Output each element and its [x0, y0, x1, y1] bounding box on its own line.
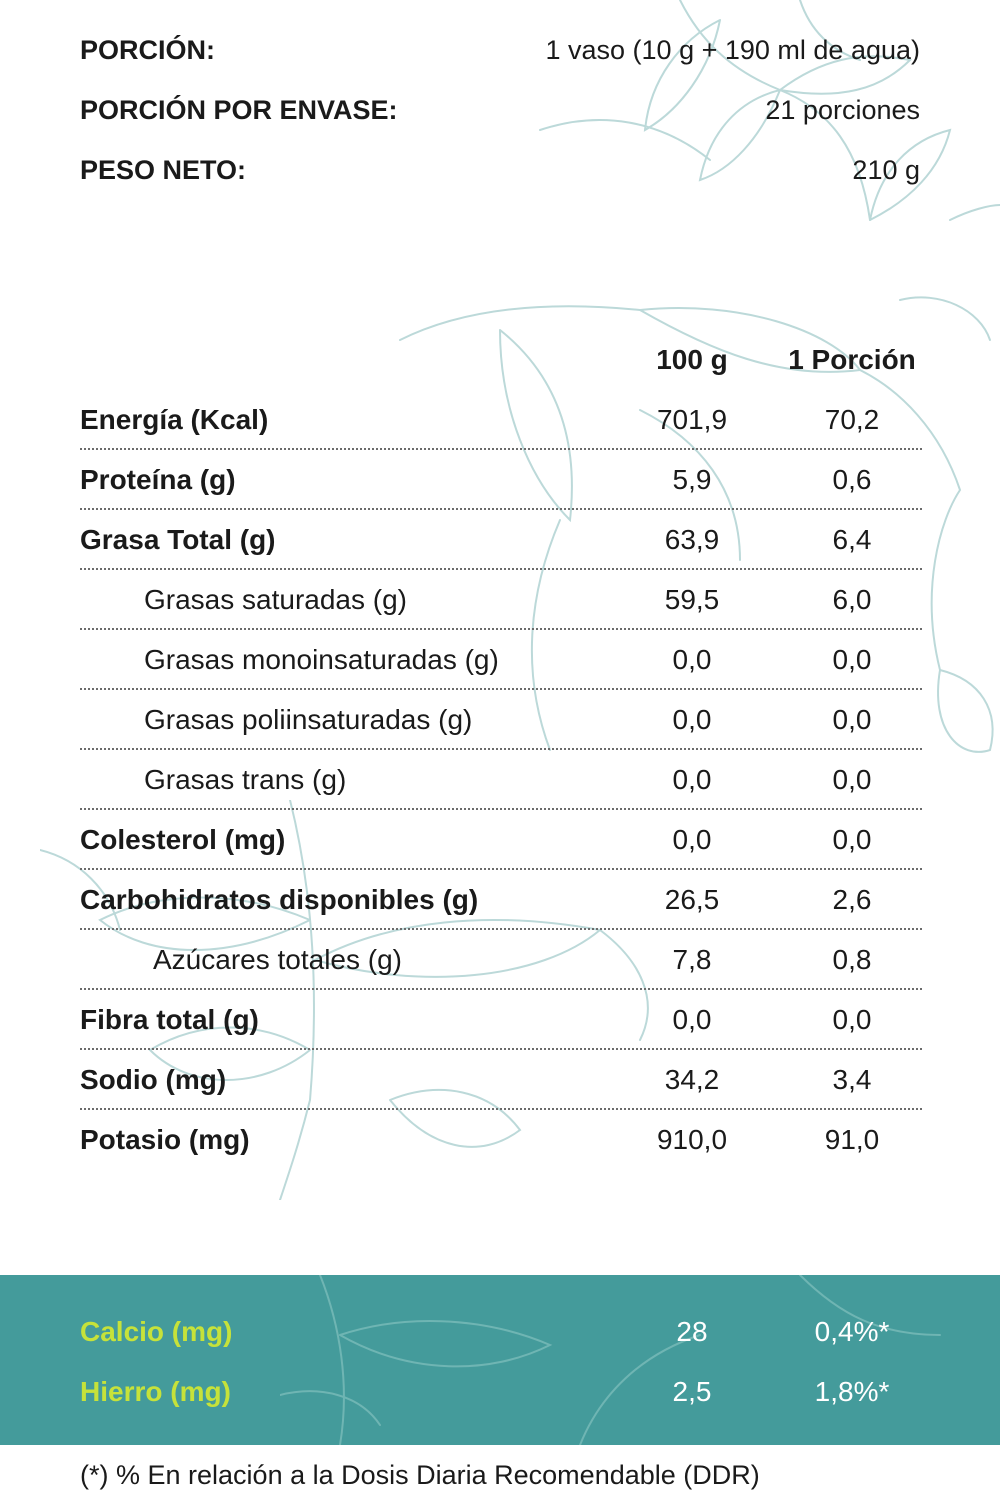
- nutrient-name: Potasio (mg): [80, 1124, 250, 1155]
- value-portion: 0,0: [832, 764, 872, 795]
- nutrient-name: Energía (Kcal): [80, 404, 269, 435]
- mineral-name: Hierro (mg): [80, 1376, 231, 1407]
- table-row: [80, 810, 922, 870]
- footnote: (*) % En relación a la Dosis Diaria Recomendable (DDR): [80, 1460, 760, 1490]
- value-100g: 910,0: [656, 1124, 728, 1155]
- mineral-percent: 1,8%*: [814, 1376, 890, 1407]
- mineral-name: Calcio (mg): [80, 1316, 233, 1347]
- value-portion: 70,2: [824, 404, 880, 435]
- value-100g: 701,9: [656, 404, 728, 435]
- table-row: [80, 450, 922, 510]
- column-header-100g: 100 g: [656, 344, 728, 375]
- nutrient-name: Grasas monoinsaturadas (g): [144, 644, 499, 675]
- nutrient-name: Fibra total (g): [80, 1004, 259, 1035]
- value-portion: 2,6: [832, 884, 872, 915]
- minerals-band: [0, 1275, 1000, 1445]
- value-portion: 3,4: [832, 1064, 872, 1095]
- serving-value: 1 vaso (10 g + 190 ml de agua): [545, 34, 920, 65]
- table-row: [80, 510, 922, 570]
- value-100g: 59,5: [664, 584, 720, 615]
- value-100g: 0,0: [672, 764, 712, 795]
- mineral-row: [80, 1302, 922, 1362]
- value-portion: 0,0: [832, 824, 872, 855]
- value-portion: 0,8: [832, 944, 872, 975]
- value-100g: 63,9: [664, 524, 720, 555]
- nutrient-name: Azúcares totales (g): [153, 944, 402, 975]
- table-row: [80, 390, 922, 450]
- value-100g: 34,2: [664, 1064, 720, 1095]
- value-100g: 7,8: [672, 944, 712, 975]
- table-row: [80, 750, 922, 810]
- table-row: [80, 870, 922, 930]
- mineral-percent: 0,4%*: [814, 1316, 890, 1347]
- value-100g: 0,0: [672, 644, 712, 675]
- table-row: [80, 570, 922, 630]
- servings-per-container-value: 21 porciones: [765, 94, 920, 125]
- value-100g: 0,0: [672, 824, 712, 855]
- mineral-row: [80, 1362, 922, 1422]
- value-portion: 6,4: [832, 524, 872, 555]
- table-row: [80, 1050, 922, 1110]
- value-portion: 6,0: [832, 584, 872, 615]
- column-header-portion: 1 Porción: [788, 344, 916, 375]
- nutrient-name: Carbohidratos disponibles (g): [80, 884, 479, 915]
- serving-info: [80, 20, 920, 200]
- net-weight-value: 210 g: [852, 154, 920, 185]
- value-100g: 5,9: [672, 464, 712, 495]
- table-row: [80, 1110, 922, 1170]
- value-100g: 0,0: [672, 1004, 712, 1035]
- value-portion: 0,0: [832, 1004, 872, 1035]
- nutrient-name: Colesterol (mg): [80, 824, 286, 855]
- table-row: [80, 630, 922, 690]
- value-portion: 0,6: [832, 464, 872, 495]
- serving-row: [80, 20, 920, 80]
- value-portion: 91,0: [824, 1124, 880, 1155]
- mineral-value: 2,5: [672, 1376, 712, 1407]
- net-weight-row: [80, 140, 920, 200]
- nutrient-name: Grasas trans (g): [144, 764, 347, 795]
- nutrient-name: Sodio (mg): [80, 1064, 227, 1095]
- mineral-value: 28: [676, 1316, 708, 1347]
- nutrient-name: Grasas saturadas (g): [144, 584, 407, 615]
- nutrient-name: Proteína (g): [80, 464, 236, 495]
- table-header: [80, 330, 922, 390]
- nutrition-table: [80, 330, 922, 1170]
- value-100g: 26,5: [664, 884, 720, 915]
- value-100g: 0,0: [672, 704, 712, 735]
- servings-per-container-row: [80, 80, 920, 140]
- value-portion: 0,0: [832, 644, 872, 675]
- table-row: [80, 690, 922, 750]
- value-portion: 0,0: [832, 704, 872, 735]
- nutrient-name: Grasa Total (g): [80, 524, 276, 555]
- table-row: [80, 930, 922, 990]
- serving-label: PORCIÓN:: [80, 34, 215, 65]
- net-weight-label: PESO NETO:: [80, 154, 247, 185]
- table-row: [80, 990, 922, 1050]
- nutrient-name: Grasas poliinsaturadas (g): [144, 704, 473, 735]
- servings-per-container-label: PORCIÓN POR ENVASE:: [80, 94, 398, 125]
